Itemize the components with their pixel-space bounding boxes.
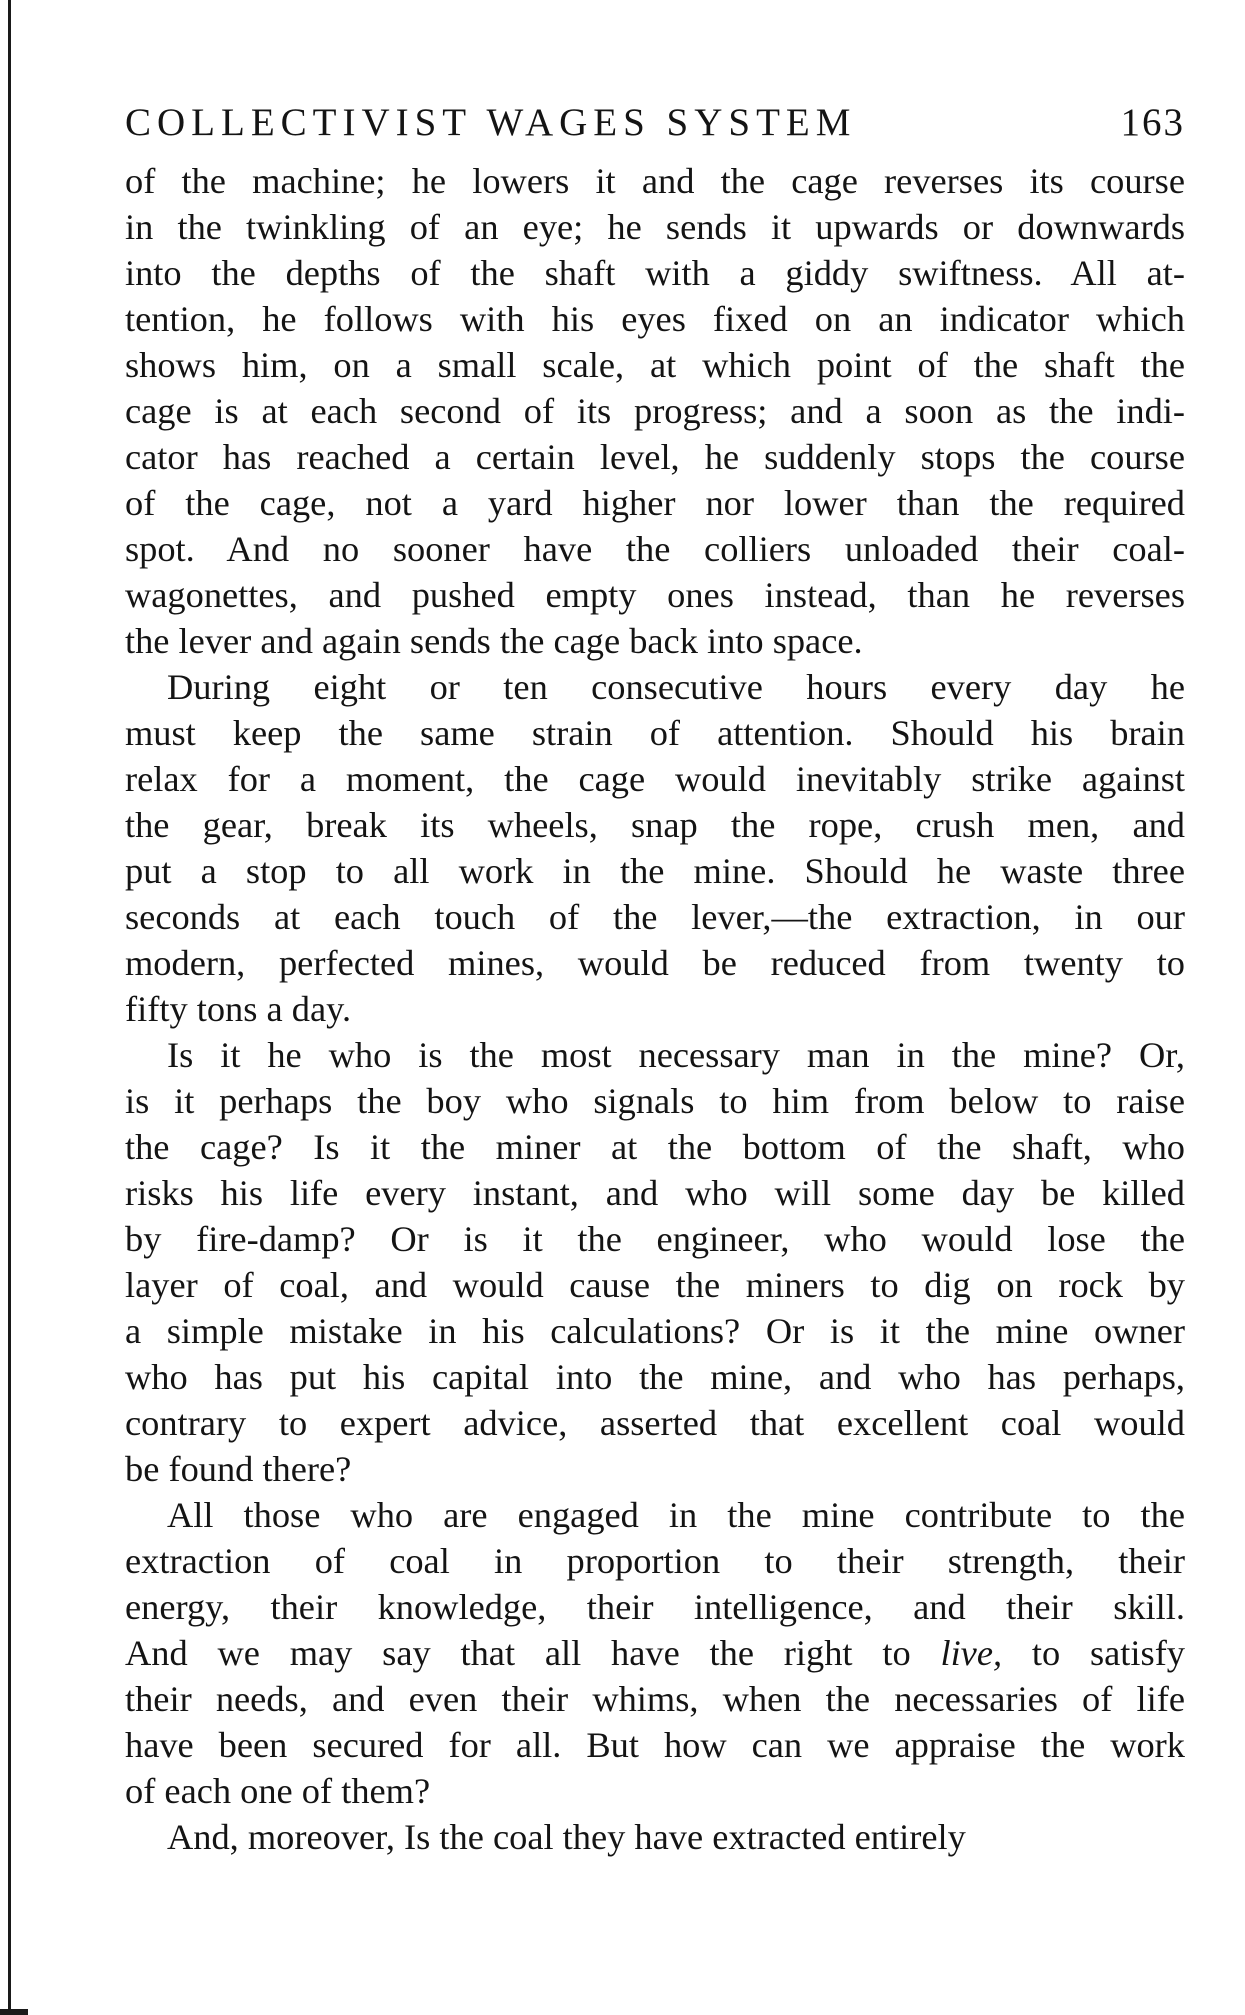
text-line: into the depths of the shaft with a giddy swiftness. All at- <box>125 253 1185 293</box>
text-line: must keep the same strain of attention. Should his brain <box>125 713 1185 753</box>
paragraph <box>125 1814 1185 1860</box>
page-gutter-foot <box>0 2009 28 2015</box>
text-line: is it perhaps the boy who signals to him from below to raise <box>125 1081 1185 1121</box>
text-line: the lever and again sends the cage back into space. <box>125 621 863 661</box>
page-gutter-rule <box>8 0 11 2015</box>
text-line: Is it he who is the most necessary man in the mine? Or, <box>167 1035 1185 1075</box>
text-line: extraction of coal in proportion to their strength, their <box>125 1541 1185 1581</box>
text-line: cage is at each second of its progress; and a soon as the indi- <box>125 391 1185 431</box>
text-segment: to satisfy <box>1002 1633 1186 1673</box>
page-number: 163 <box>1120 101 1185 144</box>
text-line: of the cage, not a yard higher nor lower than the required <box>125 483 1185 523</box>
text-line: a simple mistake in his calculations? Or is it the mine owner <box>125 1311 1185 1351</box>
text-line: relax for a moment, the cage would inevitably strike against <box>125 759 1185 799</box>
text-line: layer of coal, and would cause the miners to dig on rock by <box>125 1265 1185 1305</box>
book-page <box>125 100 1185 1860</box>
text-line: And, moreover, Is the coal they have extracted entirely <box>167 1817 966 1857</box>
text-line: put a stop to all work in the mine. Should he waste three <box>125 851 1185 891</box>
text-line: have been secured for all. But how can we appraise the work <box>125 1725 1185 1765</box>
text-line: wagonettes, and pushed empty ones instead, than he reverses <box>125 575 1185 615</box>
text-line: spot. And no sooner have the colliers unloaded their coal- <box>125 529 1185 569</box>
paragraph <box>125 664 1185 1032</box>
italic-word: live, <box>940 1633 1003 1673</box>
text-line: All those who are engaged in the mine contribute to the <box>167 1495 1185 1535</box>
running-head <box>125 100 1185 158</box>
text-line: During eight or ten consecutive hours every day he <box>167 667 1185 707</box>
text-line: tention, he follows with his eyes fixed on an indicator which <box>125 299 1185 339</box>
text-line: modern, perfected mines, would be reduced from twenty to <box>125 943 1185 983</box>
text-line <box>125 1630 1185 1676</box>
text-line: energy, their knowledge, their intelligence, and their skill. <box>125 1587 1185 1627</box>
text-line: risks his life every instant, and who will some day be killed <box>125 1173 1185 1213</box>
paragraph <box>125 1032 1185 1492</box>
text-line: by fire-damp? Or is it the engineer, who would lose the <box>125 1219 1185 1259</box>
text-line: be found there? <box>125 1449 352 1489</box>
text-line: who has put his capital into the mine, and who has perhaps, <box>125 1357 1185 1397</box>
text-line: in the twinkling of an eye; he sends it upwards or downwards <box>125 207 1185 247</box>
paragraph <box>125 158 1185 664</box>
text-line: fifty tons a day. <box>125 989 352 1029</box>
text-line: the gear, break its wheels, snap the rope, crush men, and <box>125 805 1185 845</box>
running-head-title: COLLECTIVIST WAGES SYSTEM <box>125 101 857 144</box>
text-segment: And we may say that all have the right to <box>125 1633 941 1673</box>
text-line: their needs, and even their whims, when the necessaries of life <box>125 1679 1185 1719</box>
paragraph <box>125 1492 1185 1814</box>
text-line: the cage? Is it the miner at the bottom of the shaft, who <box>125 1127 1185 1167</box>
text-line: shows him, on a small scale, at which point of the shaft the <box>125 345 1185 385</box>
text-line: of each one of them? <box>125 1771 431 1811</box>
body-text <box>125 158 1185 1860</box>
text-line: contrary to expert advice, asserted that excellent coal would <box>125 1403 1185 1443</box>
text-line: seconds at each touch of the lever,—the extraction, in our <box>125 897 1185 937</box>
text-line: of the machine; he lowers it and the cage reverses its course <box>125 161 1185 201</box>
text-line: cator has reached a certain level, he suddenly stops the course <box>125 437 1185 477</box>
